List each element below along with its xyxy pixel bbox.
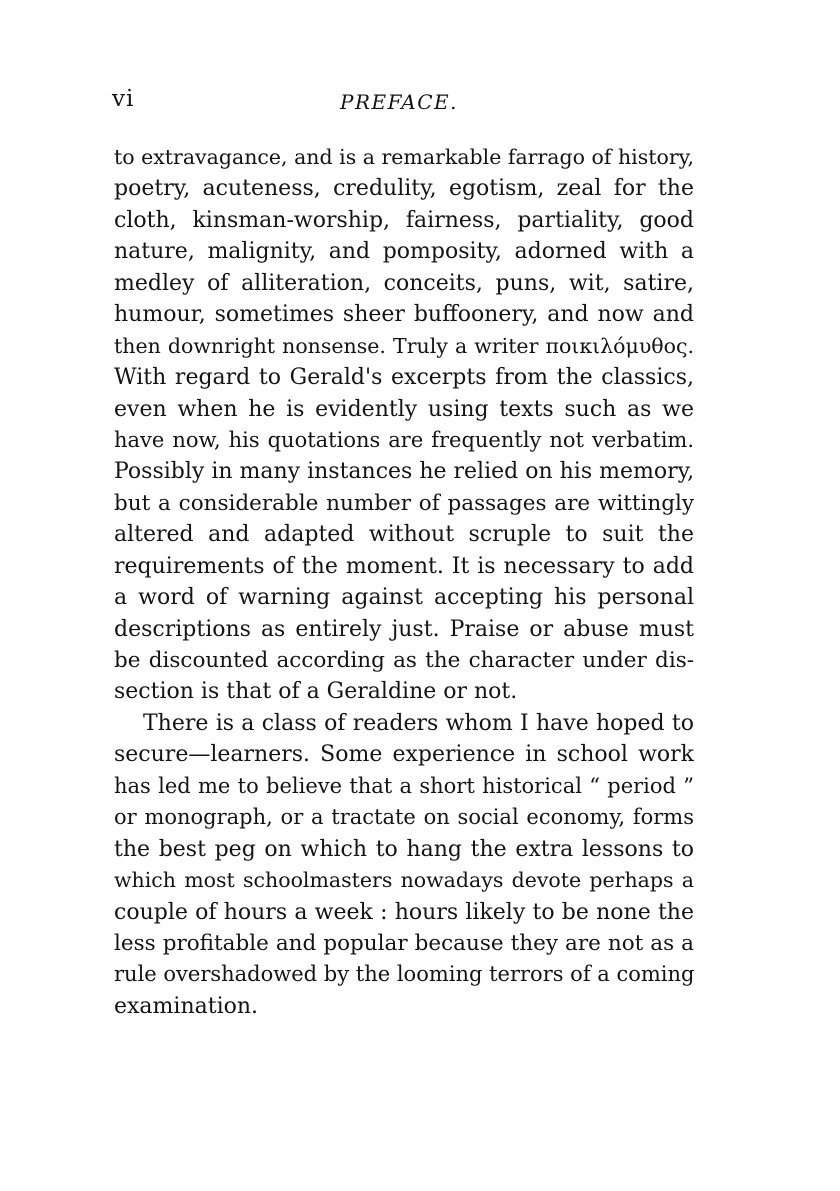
text-line: humour, sometimes sheer buffoonery, and now and [114, 302, 694, 328]
text-line: the best peg on which to hang the extra lessons to [114, 836, 694, 862]
text-line: but a considerable number of passages are wittingly [114, 490, 694, 516]
text-line: which most schoolmasters nowadays devote perhaps a [114, 868, 694, 893]
text-line: descriptions as entirely just. Praise or abuse must [114, 616, 694, 642]
page-number: vi [112, 86, 135, 112]
text-line: altered and adapted without scruple to suit the [114, 522, 694, 548]
text-line: to extravagance, and is a remarkable farrago of history, [114, 145, 694, 169]
text-line: medley of alliteration, conceits, puns, wit, satire, [114, 270, 694, 296]
text-line: Possibly in many instances he relied on his memory, [114, 459, 695, 485]
text-line: poetry, acuteness, credulity, egotism, zeal for the [114, 176, 694, 202]
text-line: examination. [114, 993, 259, 1019]
text-line: cloth, kinsman-worship, fairness, partiality, good [114, 207, 694, 233]
text-line: section is that of a Geraldine or not. [114, 679, 518, 705]
text-line: or monograph, or a tractate on social economy, forms [114, 805, 694, 830]
text-line: requirements of the moment. It is necessary to add [114, 553, 694, 579]
text-line: There is a class of readers whom I have hoped to [143, 710, 694, 736]
text-line: has led me to believe that a short historical “ period ” [114, 773, 694, 798]
text-line: rule overshadowed by the looming terrors of a coming [114, 962, 695, 987]
text-line: be discounted according as the character under dis- [114, 648, 694, 673]
text-line: couple of hours a week : hours likely to be none the [114, 899, 694, 925]
text-line: then downright nonsense. Truly a writer ποικιλόμυθος. [114, 333, 694, 358]
body-text [114, 142, 694, 1022]
running-head: PREFACE. [340, 90, 458, 114]
text-line: a word of warning against accepting his personal [114, 585, 694, 611]
text-line: even when he is evidently using texts such as we [114, 396, 694, 422]
text-line: secure—learners. Some experience in school work [114, 742, 694, 768]
text-line: less profitable and popular because they are not as a [114, 930, 694, 956]
text-line: have now, his quotations are frequently not verbatim. [114, 427, 694, 452]
text-line: nature, malignity, and pomposity, adorned with a [114, 239, 694, 265]
text-line: With regard to Gerald's excerpts from the classics, [114, 365, 694, 391]
